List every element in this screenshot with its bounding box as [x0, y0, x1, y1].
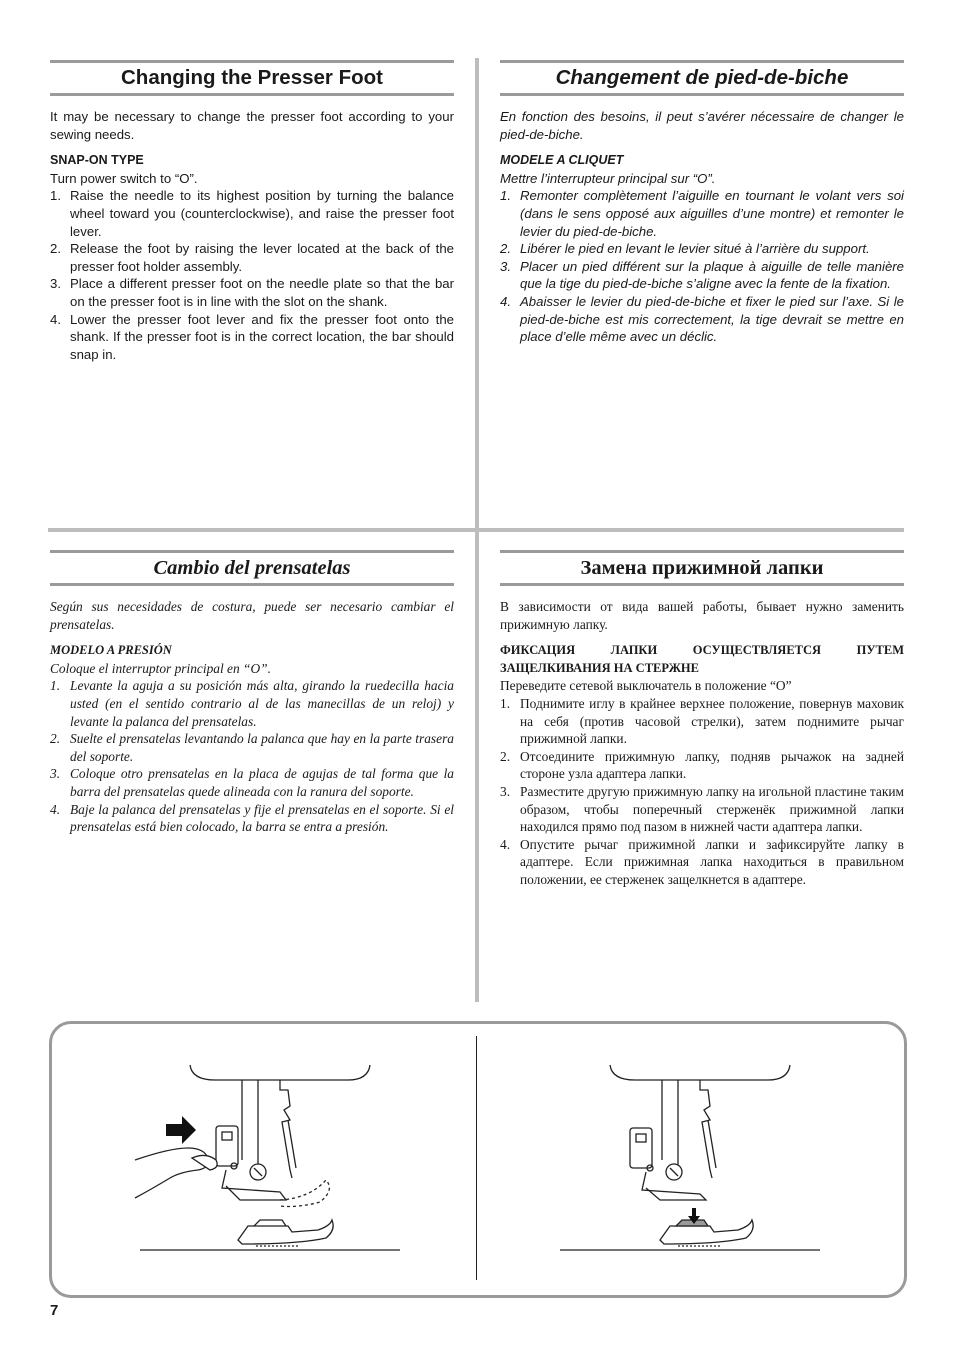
presser-foot [238, 1220, 333, 1244]
step-item [50, 677, 454, 730]
step-item [50, 275, 454, 310]
machine-arm [610, 1065, 790, 1080]
step-text: Release the foot by raising the lever located at the back of the presser foot holder assembly. [70, 241, 454, 274]
intro-text: En fonction des besoins, il peut s’avérer nécessaire de changer le pied-de-biche. [500, 109, 904, 142]
subheading: SNAP-ON TYPE [50, 153, 144, 168]
step-number: 2. [500, 748, 511, 764]
step-text: Place a different presser foot on the needle plate so that the bar on the presser foot is in line with the slot on the shank. [70, 276, 454, 309]
step-item [500, 293, 904, 346]
step-number: 3. [500, 783, 511, 799]
section-title: Changing the Presser Foot [50, 60, 454, 96]
subheading: ФИКСАЦИЯ ЛАПКИ ОСУЩЕСТВЛЯЕТСЯ ПУТЕМ ЗАЩЕЛКИВАНИЯ НА СТЕРЖНЕ [500, 643, 904, 675]
subheading: MODELE A CLIQUET [500, 153, 624, 168]
step-number: 2. [50, 731, 61, 747]
step-list [50, 677, 454, 835]
step-item [500, 695, 904, 748]
step-text: Отсоедините прижимную лапку, подняв рычажок на задней стороне узла адаптера лапки. [520, 748, 904, 782]
release-foot-illustration [130, 1060, 410, 1260]
step-item [500, 187, 904, 240]
step-number: 2. [50, 241, 61, 257]
step-text: Abaisser le levier du pied-de-biche et fixer le pied sur l’axe. Si le pied-de-biche est mis correctement, la tige devrait se mettre en place d’elle même avec un déclic. [520, 293, 904, 345]
released-foot-dashed [280, 1180, 329, 1207]
machine-arm [190, 1065, 370, 1080]
step-text: Remonter complètement l’aiguille en tournant le volant vers soi (dans le sens opposé aux aiguilles d’une montre) et remonter le levier du pied-de-biche. [520, 188, 904, 239]
section-french [500, 60, 904, 346]
section-body [500, 598, 904, 889]
section-body [500, 108, 904, 346]
lead-text: Turn power switch to “O”. [50, 170, 198, 186]
section-body [50, 108, 454, 363]
intro-text: Según sus necesidades de costura, puede ser necesario cambiar el prensatelas. [50, 599, 454, 632]
step-list [50, 187, 454, 363]
step-text: Разместите другую прижимную лапку на игольной пластине таким образом, чтобы поперечный стерженёк прижимной лапки находился прямо под пазом в нижней части адаптера лапки. [520, 783, 904, 835]
illustration-divider [476, 1036, 477, 1280]
step-number: 1. [50, 188, 61, 204]
arrow-right-icon [166, 1116, 196, 1144]
step-number: 1. [500, 188, 511, 204]
step-text: Coloque otro prensatelas en la placa de agujas de tal forma que la barra del prensatelas quede alineada con la ranura del soporte. [70, 766, 454, 799]
section-title: Cambio del prensatelas [50, 550, 454, 586]
step-item [500, 836, 904, 889]
needle [280, 1080, 292, 1178]
step-number: 3. [50, 766, 61, 782]
step-text: Baje la palanca del prensatelas y fije el prensatelas en el soporte. Si el prensatelas está bien colocado, la barra se entra a presión. [70, 801, 454, 835]
step-item [50, 311, 454, 364]
step-number: 4. [500, 836, 511, 852]
step-item [50, 765, 454, 800]
step-item [50, 801, 454, 836]
step-text: Lower the presser foot lever and fix the presser foot onto the shank. If the presser foot is in the correct location, the bar should snap in. [70, 311, 454, 362]
horizontal-divider [48, 528, 904, 532]
step-number: 4. [50, 311, 61, 327]
section-title: Changement de pied-de-biche [500, 60, 904, 96]
step-item [500, 783, 904, 836]
lead-text: Coloque el interruptor principal en “O”. [50, 660, 271, 676]
step-number: 3. [500, 258, 511, 274]
step-item [50, 730, 454, 765]
step-text: Levante la aguja a su posición más alta, girando la ruedecilla hacia usted (en el sentido contrario al de las manecillas de un reloj) y levante la palanca del prensatelas. [70, 678, 454, 729]
section-body [50, 598, 454, 836]
step-list [500, 187, 904, 345]
step-number: 4. [50, 801, 61, 817]
presser-bar [662, 1080, 678, 1168]
step-item [500, 258, 904, 293]
step-text: Опустите рычаг прижимной лапки и зафиксируйте лапку в адаптере. Если прижимная лапка находиться в правильном положении, ее стерженек защелкнется в адаптере. [520, 836, 904, 887]
step-text: Suelte el prensatelas levantando la palanca que hay en la parte trasera del soporte. [70, 731, 454, 764]
intro-text: It may be necessary to change the presser foot according to your sewing needs. [50, 109, 454, 142]
needle [700, 1080, 712, 1178]
attach-foot-illustration [550, 1060, 830, 1260]
section-spanish [50, 550, 454, 836]
presser-bar [242, 1080, 258, 1168]
page-number: 7 [50, 1302, 59, 1319]
step-number: 4. [500, 293, 511, 309]
step-text: Libérer le pied en levant le levier situé à l’arrière du support. [520, 241, 870, 257]
subheading: MODELO A PRESIÓN [50, 643, 172, 658]
step-list [500, 695, 904, 889]
step-item [500, 748, 904, 783]
step-item [500, 240, 904, 258]
step-number: 1. [500, 695, 511, 711]
step-number: 2. [500, 241, 511, 257]
lead-text: Переведите сетевой выключатель в положение “O” [500, 678, 792, 694]
step-number: 3. [50, 276, 61, 292]
step-text: Поднимите иглу в крайнее верхнее положение, повернув маховик на себя (против часовой стрелки), затем поднимите рычаг прижимной лапки. [520, 695, 904, 747]
step-number: 1. [50, 678, 61, 694]
hand-icon [135, 1148, 208, 1198]
step-item [50, 187, 454, 240]
step-text: Raise the needle to its highest position by turning the balance wheel toward you (counterclockwise), and raise the presser foot lever. [70, 188, 454, 239]
step-item [50, 240, 454, 275]
step-text: Placer un pied différent sur la plaque à aiguille de telle manière que la tige du pied-de-biche s’aligne avec la fente de la fixation. [520, 258, 904, 292]
intro-text: В зависимости от вида вашей работы, бывает нужно заменить прижимную лапку. [500, 599, 904, 632]
lead-text: Mettre l’interrupteur principal sur “O”. [500, 170, 716, 186]
section-russian [500, 550, 904, 889]
section-english [50, 60, 454, 363]
section-title: Замена прижимной лапки [500, 550, 904, 586]
